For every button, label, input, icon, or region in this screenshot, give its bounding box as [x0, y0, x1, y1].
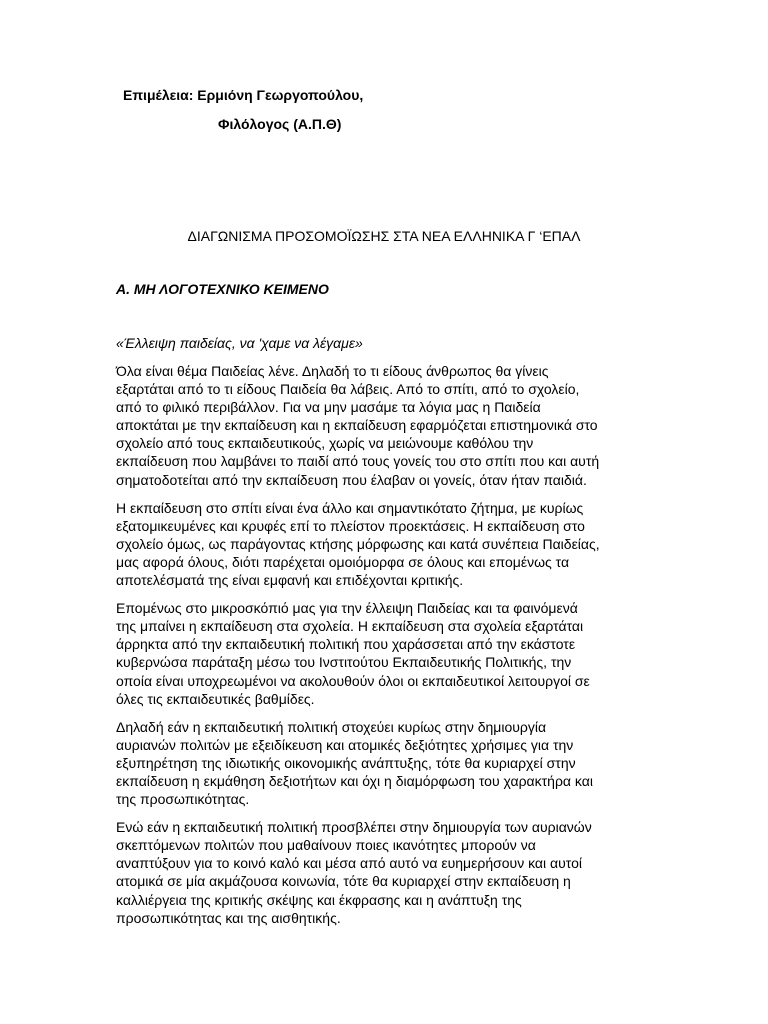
- paragraph: [116, 499, 656, 589]
- paragraph-line: αποκτάται με την εκπαίδευση και η εκπαίδευση εφαρμόζεται επιστημονικά στο: [116, 417, 598, 434]
- paragraph-line: Ενώ εάν η εκπαιδευτική πολιτική προσβλέπει στην δημιουργία των αυριανών: [116, 819, 592, 836]
- paragraph: [116, 718, 656, 808]
- paragraph-line: προσωπικότητας και της αισθητικής.: [116, 909, 341, 926]
- editor-name: Επιμέλεια: Ερμιόνη Γεωργοπούλου,: [123, 87, 364, 103]
- paragraph-line: ατομικά σε μία ακμάζουσα κοινωνία, τότε θα κυριαρχεί στην εκπαίδευση η: [116, 873, 571, 890]
- paragraph-line: άρρηκτα από την εκπαιδευτική πολιτική που χαράσσεται από την εκάστοτε: [116, 636, 576, 653]
- paragraph-line: της μπαίνει η εκπαίδευση στα σχολεία. Η εκπαίδευση στα σχολεία εξαρτάται: [116, 618, 584, 635]
- paragraph-line: Δηλαδή εάν η εκπαιδευτική πολιτική στοχεύει κυρίως στην δημιουργία: [116, 718, 547, 735]
- paragraph-line: αυριανών πολιτών με εξειδίκευση και ατομικές δεξιότητες χρήσιμες για την: [116, 736, 574, 753]
- paragraph: [116, 818, 656, 927]
- paragraph-line: Επομένως στο μικροσκόπιό μας για την έλλειψη Παιδείας και τα φαινόμενά: [116, 600, 578, 617]
- paragraph-line: εξυπηρέτηση της ιδιωτικής οικονομικής ανάπτυξης, τότε θα κυριαρχεί στην: [116, 754, 576, 771]
- paragraph-line: σηματοδοτείται από την εκπαίδευση που έλαβαν οι γονείς, όταν ήταν παιδιά.: [116, 471, 587, 488]
- paragraph: [116, 362, 656, 489]
- paragraph-line: κυβερνώσα παράταξη μέσω του Ινστιτούτου Εκπαιδευτικής Πολιτικής, την: [116, 654, 572, 671]
- paragraph-line: σχολείο όμως, ως παράγοντας κτήσης μόρφωσης και κατά συνέπεια Παιδείας,: [116, 535, 600, 552]
- paragraph-line: μας αφορά όλους, διότι παρέχεται ομοιόμορφα σε όλους και επομένως τα: [116, 553, 570, 570]
- article-title: «Έλλειψη παιδείας, να 'χαμε να λέγαμε»: [116, 335, 363, 351]
- paragraph-line: σχολείο από τους εκπαιδευτικούς, χωρίς να μειώνουμε καθόλου την: [116, 435, 534, 452]
- paragraph-line: οποία είναι υποχρεωμένοι να ακολουθούν όλοι οι εκπαιδευτικοί λειτουργοί σε: [116, 672, 590, 689]
- paragraph-line: εξατομικευμένες και κρυφές επί το πλείστον προεκτάσεις. Η εκπαίδευση στο: [116, 517, 585, 534]
- paragraph: [116, 599, 656, 708]
- paragraph-line: όλες τις εκπαιδευτικές βαθμίδες.: [116, 690, 315, 707]
- section-heading: Α. ΜΗ ΛΟΓΟΤΕΧΝΙΚΟ ΚΕΙΜΕΝΟ: [116, 281, 329, 297]
- document-title: ΔΙΑΓΩΝΙΣΜΑ ΠΡΟΣΟΜΟΪΩΣΗΣ ΣΤΑ ΝΕΑ ΕΛΛΗΝΙΚΑ Γ ‘ΕΠΑΛ: [187, 228, 581, 244]
- paragraph-line: σκεπτόμενων πολιτών που μαθαίνουν ποιες ικανότητες μπορούν να: [116, 837, 536, 854]
- paragraph-line: εξαρτάται από το τι είδους Παιδεία θα λάβεις. Από το σπίτι, από το σχολείο,: [116, 381, 580, 398]
- editor-role: Φιλόλογος (Α.Π.Θ): [218, 116, 342, 132]
- paragraph-line: αποτελέσματά της είναι εμφανή και επιδέχονται κριτικής.: [116, 572, 464, 589]
- paragraph-line: Όλα είναι θέμα Παιδείας λένε. Δηλαδή το τι είδους άνθρωπος θα γίνεις: [116, 363, 549, 379]
- paragraph-line: καλλιέργεια της κριτικής σκέψης και έκφρασης και η ανάπτυξη της: [116, 891, 522, 908]
- paragraph-line: της προσωπικότητας.: [116, 791, 250, 808]
- article-body: [116, 362, 656, 937]
- paragraph-line: εκπαίδευση που λαμβάνει το παιδί από τους γονείς του στο σπίτι που και αυτή: [116, 453, 600, 470]
- paragraph-line: Η εκπαίδευση στο σπίτι είναι ένα άλλο και σημαντικότατο ζήτημα, με κυρίως: [116, 499, 584, 516]
- paragraph-line: από το φιλικό περιβάλλον. Για να μην μασάμε τα λόγια μας η Παιδεία: [116, 399, 541, 416]
- paragraph-line: αναπτύξουν για το κοινό καλό και μέσα από αυτό να ευημερήσουν και αυτοί: [116, 855, 582, 872]
- paragraph-line: εκπαίδευση η εκμάθηση δεξιοτήτων και όχι η διαμόρφωση του χαρακτήρα και: [116, 772, 593, 789]
